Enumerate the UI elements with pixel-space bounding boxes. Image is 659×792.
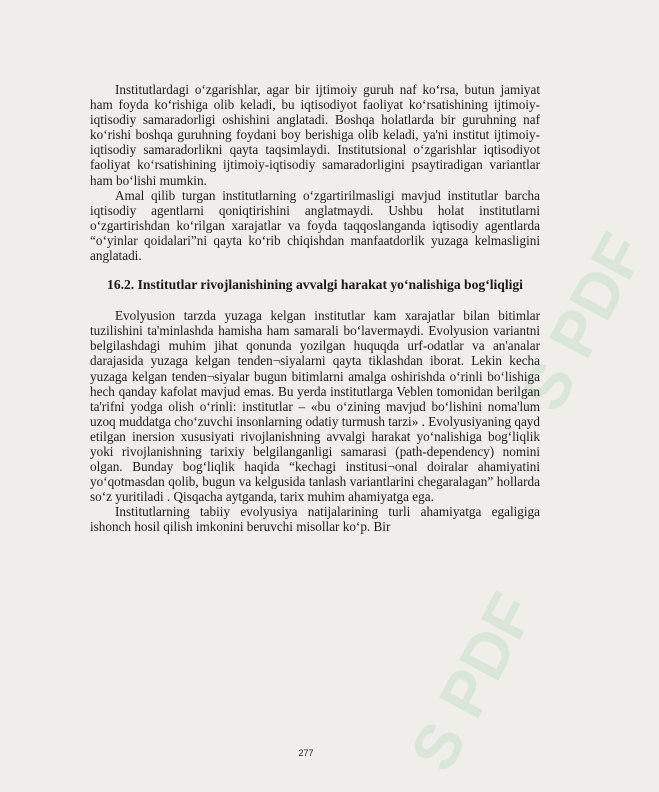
section-heading: 16.2. Institutlar rivojlanishining avvalgi harakat yo‘nalishiga bog‘liqligi	[107, 277, 523, 293]
paragraph: Institutlarning tabiiy evolyusiya natijalarining turli ahamiyatga egaligiga ishonch hosil qilish imkonini beruvchi misollar ko‘p. Bir	[90, 504, 540, 535]
paragraph: Evolyusion tarzda yuzaga kelgan institutlar kam xarajatlar bilan bitimlar tuzilishini ta'minlashda hamisha ham samarali bo‘lavermaydi. Evolyusion variantni belgilashdagi muhim jihat qonunda yozilgan huquqda urf-odatlar va an'analar darajasida yuzaga kelgan tenden¬siyalarni qayta tiklashdan iborat. Lekin kecha yuzaga kelgan tenden¬siyalar bugun bitimlarni amalga oshirishda o‘rinli bo‘lishiga hech qanday kafolat mavjud emas. Bu yerda institutlarga Veblen tomonidan berilgan ta'rifni yodga olish o‘rinli: institutlar – «bu o‘zining mavjud bo‘lishini noma'lum uzoq muddatga cho‘zuvchi insonlarning odatiy turmush tarzi» . Evolyusiyaning qayd etilgan inersion xususiyati rivojlanishning avvalgi harakat yo‘nalishiga bog‘liqlik yoki rivojlanishning tarixiy belgilanganligi samarasi (path-dependency) nomini olgan. Bunday bog‘liqlik haqida “kechagi institusi¬onal doiralar ahamiyatini yo‘qotmasdan qolib, bugun va kelgusida tanlash variantlarini chegaralagan” hollarda so‘z yuritiladi . Qisqacha aytganda, tarix muhim ahamiyatga ega.	[90, 308, 540, 505]
page-number: 277	[298, 748, 314, 758]
watermark-logo: S PDF S PDF	[396, 221, 659, 782]
paragraph: Amal qilib turgan institutlarning o‘zgartirilmasligi mavjud institutlar barcha iqtisodiy agentlarni qoniqtirishini anglatmaydi. Ushbu holat institutlarni o‘zgartirishdan ko‘rilgan xarajatlar va foyda taqqoslanganda iqtisodiy agentlarda “o‘yinlar qoidalari”ni qayta ko‘rib chiqishdan manfaatdorlik yuzaga kelmasligini anglatadi.	[90, 187, 540, 264]
paragraph: Institutlardagi o‘zgarishlar, agar bir ijtimoiy guruh naf ko‘rsa, butun jamiyat ham foyda ko‘rishiga olib keladi, bu iqtisodiyot faoliyat ko‘rsatishining ijtimoiy-iqtisodiy samaradorligi oshishini anglatadi. Boshqa holatlarda bir guruhning naf ko‘rishi boshqa guruhning foydani boy berishiga olib keladi, ya'ni institut ijtimoiy-iqtisodiy samaradorlikni qayta taqsimlaydi. Institutsional o‘zgarishlar iqtisodiyot faoliyat ko‘rsatishining ijtimoiy-iqtisodiy samaradorligini psaytiradigan variantlar ham bo‘lishi mumkin.	[90, 82, 540, 188]
page-body	[90, 82, 540, 535]
